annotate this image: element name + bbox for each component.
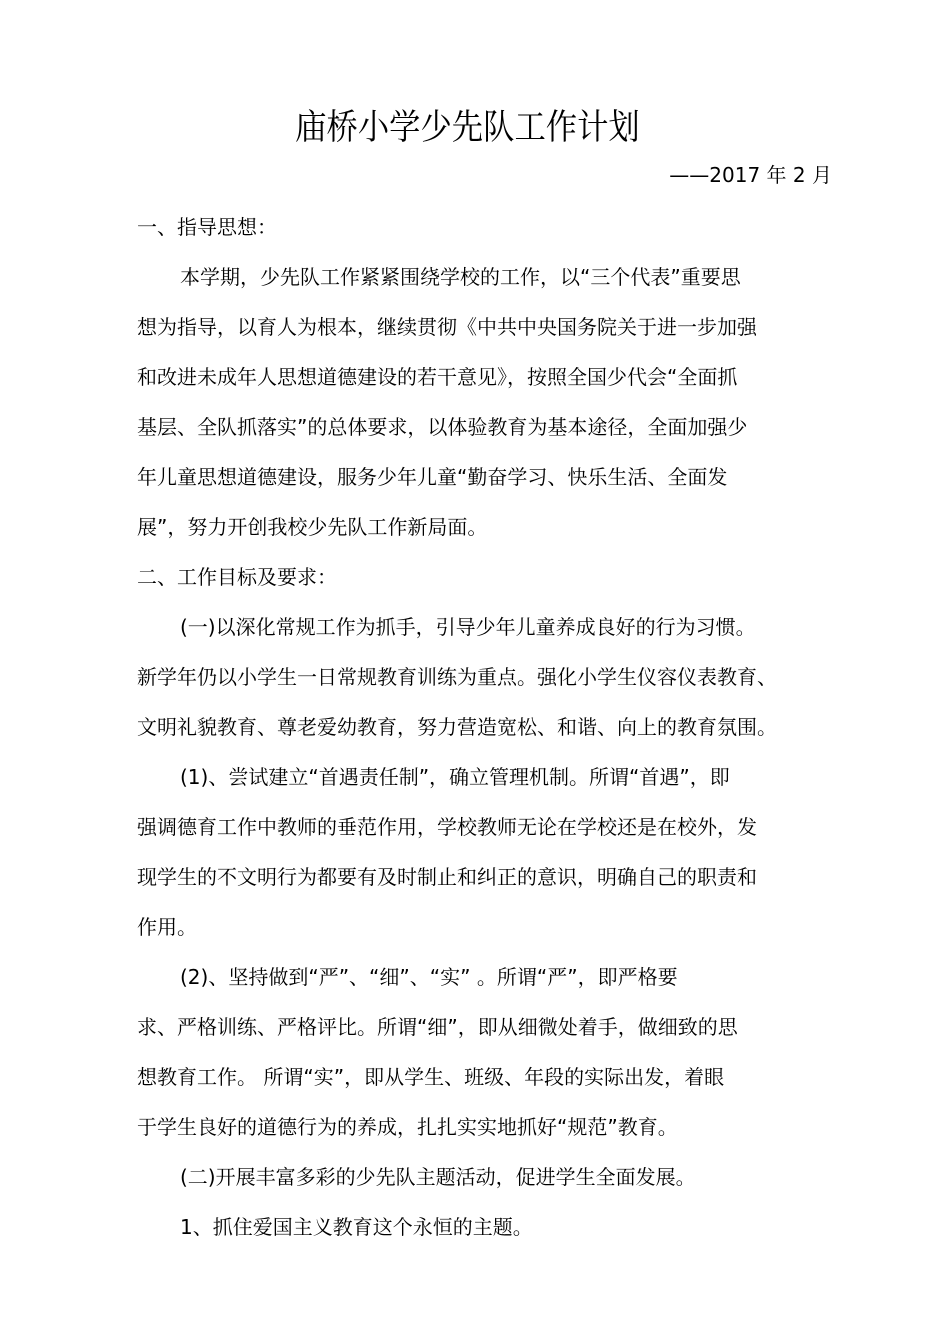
- paragraph-line: (1)、尝试建立“首遇责任制”，确立管理机制。所谓“首遇”，即: [180, 765, 730, 789]
- paragraph-line: 作用。: [137, 915, 197, 939]
- paragraph-line: 想为指导，以育人为根本，继续贯彻《中共中央国务院关于进一步加强: [137, 315, 757, 339]
- paragraph-line: 1、抓住爱国主义教育这个永恒的主题。: [180, 1215, 533, 1239]
- paragraph-line: 年儿童思想道德建设，服务少年儿童“勤奋学习、快乐生活、全面发: [137, 465, 728, 489]
- section-heading: 一、指导思想：: [137, 215, 277, 239]
- paragraph-line: 本学期，少先队工作紧紧围绕学校的工作，以“三个代表”重要思: [180, 265, 741, 289]
- paragraph-line: 和改进未成年人思想道德建设的若干意见》，按照全国少代会“全面抓: [137, 365, 738, 389]
- paragraph-line: 想教育工作。 所谓“实”，即从学生、班级、年段的实际出发，着眼: [137, 1065, 725, 1089]
- document-date: ——2017 年 2 月: [669, 163, 832, 187]
- paragraph-line: 强调德育工作中教师的垂范作用，学校教师无论在学校还是在校外，发: [137, 815, 757, 839]
- document-title: 庙桥小学少先队工作计划: [295, 108, 640, 148]
- paragraph-line: 现学生的不文明行为都要有及时制止和纠正的意识，明确自己的职责和: [137, 865, 757, 889]
- paragraph-line: (2)、坚持做到“严”、“细”、“实” 。所谓“严”，即严格要: [180, 965, 678, 989]
- paragraph-line: 新学年仍以小学生一日常规教育训练为重点。强化小学生仪容仪表教育、: [137, 665, 777, 689]
- paragraph-line: (二)开展丰富多彩的少先队主题活动，促进学生全面发展。: [180, 1165, 696, 1189]
- paragraph-line: 于学生良好的道德行为的养成，扎扎实实地抓好“规范”教育。: [137, 1115, 678, 1139]
- paragraph-line: 基层、全队抓落实”的总体要求，以体验教育为基本途径，全面加强少: [137, 415, 748, 439]
- paragraph-line: (一)以深化常规工作为抓手，引导少年儿童养成良好的行为习惯。: [180, 615, 756, 639]
- paragraph-line: 求、严格训练、严格评比。所谓“细”，即从细微处着手，做细致的思: [137, 1015, 738, 1039]
- section-heading: 二、工作目标及要求：: [137, 565, 337, 589]
- paragraph-line: 展”，努力开创我校少先队工作新局面。: [137, 515, 488, 539]
- paragraph-line: 文明礼貌教育、尊老爱幼教育，努力营造宽松、和谐、向上的教育氛围。: [137, 715, 777, 739]
